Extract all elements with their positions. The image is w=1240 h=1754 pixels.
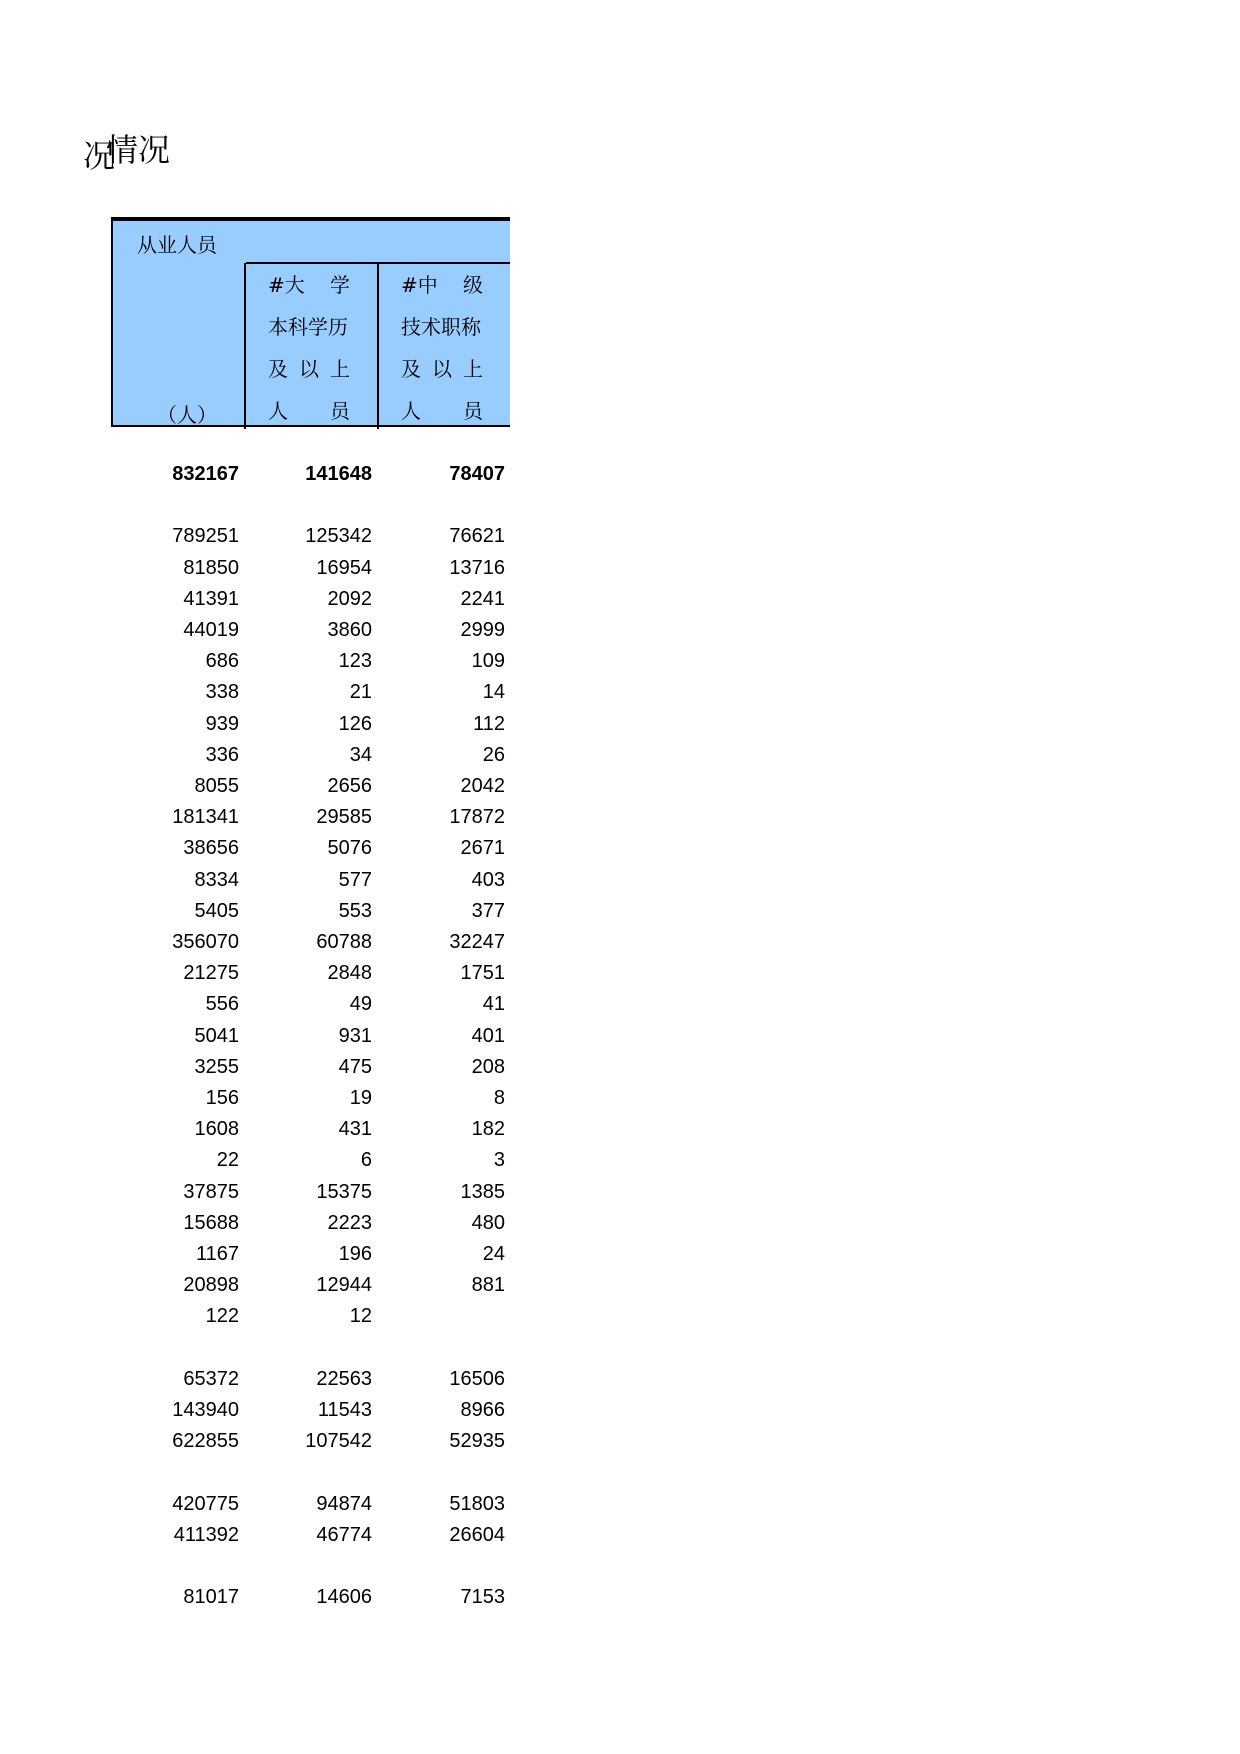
table-cell	[377, 1458, 505, 1486]
table-cell: 2092	[327, 587, 372, 610]
table-row	[111, 554, 510, 582]
table-cell: 3255	[194, 1055, 239, 1078]
table-cell: 156	[205, 1087, 239, 1109]
table-cell: 1167	[195, 1243, 239, 1265]
table-cell: 16954	[316, 556, 372, 579]
table-row	[111, 990, 510, 1018]
table-cell: 52935	[449, 1430, 505, 1453]
table-cell: 41	[482, 993, 505, 1016]
table-cell: 8055	[194, 775, 239, 797]
table-cell	[244, 1458, 372, 1486]
table-cell: 14606	[316, 1586, 372, 1609]
table-cell: 11543	[317, 1399, 372, 1421]
table-cell: 94874	[316, 1492, 372, 1515]
table-row	[111, 897, 510, 925]
header-column-divider	[244, 263, 246, 429]
table-row	[111, 1240, 510, 1268]
table-cell: 29585	[316, 806, 372, 829]
table-cell: 5076	[327, 837, 372, 860]
header-group-label: 从业人员	[137, 233, 217, 257]
table-cell	[244, 491, 372, 519]
table-row	[111, 1115, 510, 1143]
table-row	[111, 1427, 510, 1455]
table-cell: 577	[338, 868, 372, 891]
table-cell: 789251	[172, 525, 239, 548]
header-unit-label: （人）	[157, 403, 217, 427]
table-cell: 196	[338, 1243, 372, 1265]
table-cell	[377, 1302, 505, 1330]
table-cell: 109	[471, 650, 505, 673]
table-cell: 420775	[172, 1492, 239, 1515]
table-cell: 3860	[327, 619, 372, 641]
table-cell	[377, 491, 505, 519]
table-cell: 143940	[172, 1399, 239, 1421]
table-cell: 26	[482, 743, 505, 766]
table-cell: 622855	[172, 1430, 239, 1453]
table-cell: 401	[471, 1024, 505, 1047]
table-row	[111, 772, 510, 800]
table-cell: 15688	[183, 1211, 239, 1234]
table-cell: 181341	[172, 806, 239, 829]
table-cell: 5041	[194, 1024, 239, 1047]
table-cell: 338	[205, 681, 239, 704]
table-cell: 3	[493, 1149, 505, 1172]
table-cell: 141648	[305, 463, 372, 485]
table-cell: 475	[338, 1055, 372, 1078]
table-cell: 44019	[183, 619, 239, 641]
table-cell: 46774	[316, 1523, 372, 1546]
table-cell: 38656	[183, 837, 239, 860]
table-cell: 41391	[183, 587, 239, 610]
table-row	[111, 1022, 510, 1050]
table-cell: 22563	[316, 1367, 372, 1390]
table-row	[111, 1583, 510, 1611]
table-cell: 51803	[449, 1492, 505, 1515]
table-cell: 20898	[183, 1274, 239, 1297]
col2-line4: 人 员	[268, 399, 350, 423]
table-cell: 12	[349, 1305, 372, 1328]
table-row	[111, 1396, 510, 1424]
table-row	[111, 1552, 510, 1580]
table-row	[111, 866, 510, 894]
table-cell: 377	[471, 899, 505, 922]
table-cell	[111, 1552, 239, 1580]
table-cell: 2223	[327, 1211, 372, 1234]
table-cell: 16506	[449, 1367, 505, 1390]
table-cell	[244, 1334, 372, 1362]
table-cell: 5405	[194, 899, 239, 922]
table-cell: 81017	[183, 1586, 239, 1609]
table-cell: 49	[349, 993, 372, 1016]
table-row	[111, 647, 510, 675]
table-cell: 403	[471, 868, 505, 891]
table-cell: 686	[205, 650, 239, 673]
col2-line1: #大 学	[268, 273, 350, 297]
table-cell: 15375	[316, 1180, 372, 1203]
table-cell: 2999	[460, 619, 505, 641]
table-cell: 21275	[183, 962, 239, 985]
table-row	[111, 1146, 510, 1174]
table-cell: 123	[338, 650, 372, 673]
table-cell	[244, 1552, 372, 1580]
table-cell: 81850	[183, 556, 239, 579]
table-cell: 411392	[173, 1523, 239, 1546]
table-cell: 26604	[449, 1523, 505, 1546]
table-cell: 182	[471, 1118, 505, 1141]
table-row	[111, 1209, 510, 1237]
table-row	[111, 616, 510, 644]
table-cell: 2042	[460, 775, 505, 797]
table-cell: 76621	[449, 525, 505, 548]
table-row	[111, 741, 510, 769]
table-cell: 1608	[194, 1118, 239, 1141]
table-cell: 14	[482, 681, 505, 704]
table-row	[111, 585, 510, 613]
table-cell: 939	[205, 712, 239, 735]
table-row	[111, 834, 510, 862]
table-cell: 208	[471, 1055, 505, 1078]
table-cell: 6	[360, 1149, 372, 1172]
col3-line2: 技术职称	[401, 315, 481, 339]
table-cell	[111, 491, 239, 519]
table-row	[111, 1458, 510, 1486]
table-row	[111, 1490, 510, 1518]
table-cell	[377, 1334, 505, 1362]
table-cell: 553	[338, 899, 372, 922]
col3-line3: 及 以 上	[401, 357, 483, 381]
table-cell: 13716	[449, 556, 505, 579]
table-row	[111, 803, 510, 831]
table-cell	[111, 1334, 239, 1362]
table-cell: 112	[473, 712, 505, 735]
table-cell: 832167	[172, 463, 239, 485]
table-cell: 19	[349, 1087, 372, 1109]
table-row	[111, 678, 510, 706]
table-cell: 78407	[449, 463, 505, 485]
table-cell: 8966	[460, 1399, 505, 1421]
table-cell: 122	[205, 1305, 239, 1328]
table-cell: 931	[338, 1024, 372, 1047]
table-cell: 21	[349, 681, 372, 704]
table-cell: 431	[338, 1118, 372, 1141]
table-row	[111, 1053, 510, 1081]
table-cell: 126	[338, 712, 372, 735]
table-cell: 37875	[183, 1180, 239, 1203]
table-row	[111, 460, 510, 488]
table-cell	[377, 1552, 505, 1580]
title-clipped-fragment: 况	[82, 137, 115, 175]
table-cell	[111, 1458, 239, 1486]
page-title: 情况	[106, 131, 171, 169]
table-cell: 65372	[183, 1367, 239, 1390]
table-cell: 8	[493, 1087, 505, 1109]
col3-line4: 人 员	[401, 399, 483, 423]
col2-line2: 本科学历	[268, 315, 348, 339]
table-cell: 881	[471, 1274, 505, 1297]
table-cell: 8334	[194, 868, 239, 891]
table-cell: 60788	[316, 931, 372, 953]
table-row	[111, 522, 510, 550]
table-cell: 2241	[460, 587, 505, 610]
table-row	[111, 1302, 510, 1330]
table-cell: 336	[205, 743, 239, 766]
table-row	[111, 1334, 510, 1362]
header-column-divider	[377, 263, 379, 429]
table-row	[111, 710, 510, 738]
table-cell: 2848	[327, 962, 372, 985]
table-cell: 480	[471, 1211, 505, 1234]
table-cell: 32247	[449, 931, 505, 953]
table-header	[111, 217, 510, 427]
col2-line3: 及 以 上	[268, 357, 350, 381]
table-cell: 7153	[460, 1586, 505, 1609]
table-row	[111, 1084, 510, 1112]
table-row	[111, 1521, 510, 1549]
col3-line1: #中 级	[401, 273, 483, 297]
table-row	[111, 491, 510, 519]
table-cell: 17872	[449, 806, 505, 829]
table-cell: 1751	[460, 962, 505, 985]
table-cell: 2656	[327, 775, 372, 797]
table-cell: 12944	[316, 1274, 372, 1297]
table-cell: 1385	[460, 1180, 505, 1203]
table-cell: 125342	[305, 525, 372, 548]
table-row	[111, 1178, 510, 1206]
table-row	[111, 959, 510, 987]
table-cell: 556	[205, 993, 239, 1016]
table-cell: 356070	[172, 931, 239, 953]
table-cell: 34	[349, 743, 372, 766]
table-row	[111, 1365, 510, 1393]
table-row	[111, 1271, 510, 1299]
table-row	[111, 928, 510, 956]
table-cell: 107542	[305, 1430, 372, 1453]
table-cell: 2671	[460, 837, 505, 860]
table-cell: 24	[482, 1243, 505, 1265]
table-cell: 22	[216, 1149, 239, 1172]
